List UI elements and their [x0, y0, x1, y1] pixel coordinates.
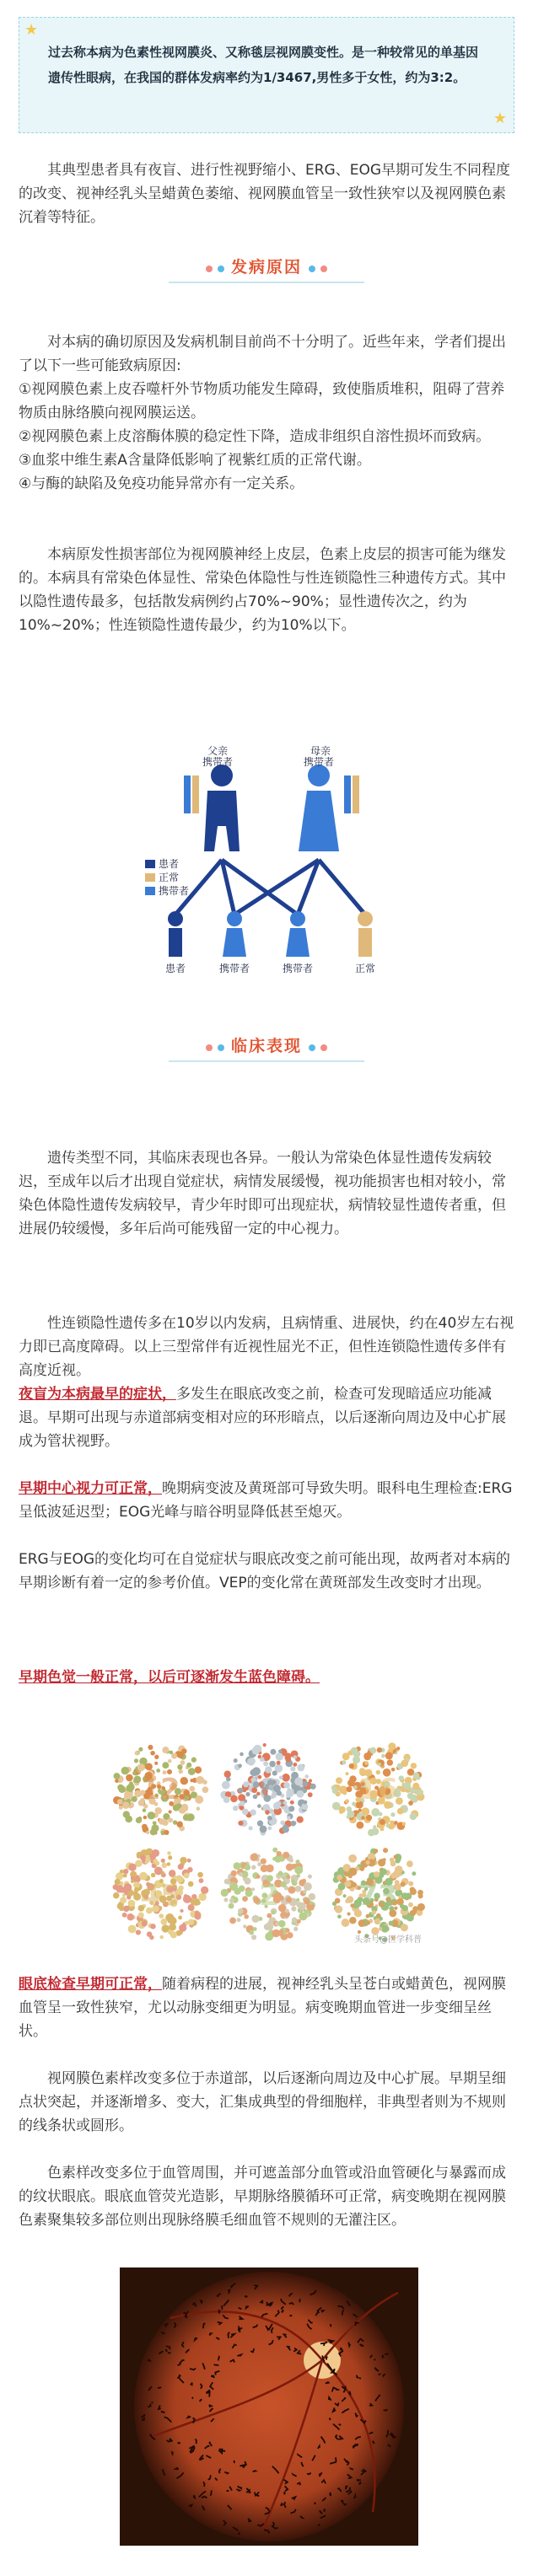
- pedigree-lines: [175, 860, 365, 915]
- color-plates-figure: [108, 1736, 430, 1947]
- dot-icon: [320, 1044, 327, 1051]
- plate-number: 45: [140, 1879, 180, 1913]
- highlight-text: 早期中心视力可正常，: [19, 1480, 162, 1497]
- section-header: [0, 1033, 533, 1064]
- child-label: 患者: [165, 963, 186, 974]
- plate-number: 73: [358, 1879, 398, 1913]
- child-figure: [223, 911, 246, 957]
- body-text: 多发生在眼底改变之前，检查可发现暗适应功能减退。早期可出现与赤道部病变相对应的环形暗点，以后逐渐向周边及中心扩展成为管状视野。: [19, 1386, 506, 1450]
- color-plate: [332, 1848, 425, 1942]
- mother-role-label: 携带者: [304, 756, 335, 768]
- legend-label: 正常: [159, 872, 180, 883]
- paragraph: [19, 1666, 516, 1689]
- child-label: 携带者: [219, 963, 250, 974]
- paragraph: 色素样改变多位于血管周围，并可遮盖部分血管或沿血管硬化与暴露而成的纹状眼底。眼底血管荧光造影，早期脉络膜循环可正常，病变晚期在视网膜色素聚集较多部位则出现脉络膜毛细血管不规则的无灌注区。: [19, 2165, 506, 2229]
- list-item: ④与酶的缺陷及免疫功能异常亦有一定关系。: [19, 475, 304, 492]
- section-title: 临床表现: [230, 1037, 302, 1055]
- list-item: ③血浆中维生素A含量降低影响了视紫红质的正常代谢。: [19, 452, 371, 469]
- highlight-text: 早期色觉一般正常，以后可逐渐发生蓝色障碍。: [19, 1669, 320, 1686]
- legend-label: 携带者: [159, 885, 190, 897]
- plate-number: 8: [259, 1773, 279, 1806]
- father-role-label: 携带者: [202, 756, 234, 768]
- color-plate: [113, 1849, 209, 1940]
- legend: [145, 857, 189, 897]
- section-header: [0, 255, 533, 285]
- dot-icon: [309, 1044, 315, 1051]
- reason-list: [19, 378, 516, 496]
- child-label: 正常: [355, 963, 376, 974]
- intro-text: 过去称本病为色素性视网膜炎、又称毯层视网膜变性。是一种较常见的单基因遗传性眼病，在我国的群体发病率约为1/3467,男性多于女性，约为3:2。: [48, 45, 479, 85]
- fundus-photo: [120, 2267, 418, 2546]
- color-plate: [220, 1743, 315, 1836]
- section-title: 发病原因: [230, 258, 302, 276]
- list-item: ②视网膜色素上皮溶酶体膜的稳定性下降，造成非组织自溶性损坏而致病。: [19, 428, 491, 445]
- dot-icon: [320, 266, 327, 272]
- highlight-text: 眼底检查早期可正常，: [19, 1976, 162, 1993]
- father-label: 父亲: [207, 745, 229, 757]
- child-figure: [168, 911, 183, 957]
- dot-icon: [218, 1044, 224, 1051]
- mother-label: 母亲: [310, 745, 331, 757]
- dot-icon: [206, 266, 213, 272]
- list-item: ①视网膜色素上皮吞噬杆外节物质功能发生障碍，致使脂质堆积，阻碍了营养物质由脉络膜向视网膜运送。: [19, 381, 505, 421]
- child-figure: [286, 911, 310, 957]
- paragraph: ERG与EOG的变化均可在自觉症状与眼底改变之前可能出现，故两者对本病的早期诊断有着一定的参考价值。VEP的变化常在黄斑部发生改变时才出现。: [19, 1551, 511, 1591]
- watermark: 头条号@医学科普: [354, 1935, 422, 1945]
- color-plate: [113, 1745, 208, 1835]
- mother-figure: [299, 765, 359, 851]
- body-text: 随着病程的进展，视神经乳头呈苍白或蜡黄色，视网膜血管呈一致性狭窄，尤以动脉变细更为明显。病变晚期血管进一步变细呈丝状。: [19, 1976, 506, 2040]
- star-icon: ★: [24, 21, 39, 39]
- legend-label: 患者: [159, 858, 180, 870]
- plate-number: 16: [358, 1773, 398, 1806]
- body-text: 晚期病变波及黄斑部可导致失明。眼科电生理检查:ERG呈低波延迟型；EOG光峰与暗谷明显降低甚至熄灭。: [19, 1480, 513, 1521]
- star-icon: ★: [493, 110, 507, 127]
- paragraph: [19, 1972, 516, 2043]
- plate-number: 2: [259, 1879, 279, 1913]
- dot-icon: [309, 266, 315, 272]
- divider: [169, 1060, 364, 1062]
- dot-icon: [218, 266, 224, 272]
- paragraph: 其典型患者具有夜盲、进行性视野缩小、ERG、EOG早期可发生不同程度的改变、视神经乳头呈蜡黄色萎缩、视网膜血管呈一致性狭窄以及视网膜色素沉着等特征。: [19, 162, 511, 226]
- pedigree-figure: [142, 733, 398, 978]
- color-plate: [331, 1742, 425, 1836]
- paragraph: 性连锁隐性遗传多在10岁以内发病，且病情重、进展快，约在40岁左右视力即已高度障碍。以上三型常伴有近视性屈光不正，但性连锁隐性遗传多伴有高度近视。: [19, 1315, 514, 1379]
- father-figure: [184, 765, 240, 851]
- paragraph: 本病原发性损害部位为视网膜神经上皮层，色素上皮层的损害可能为继发的。本病具有常染色体显性、常染色体隐性与性连锁隐性三种遗传方式。其中以隐性遗传最多，包括散发病例约占70%~90%；显性遗传次之，约为10%~20%；性连锁隐性遗传最少，约为10%以下。: [19, 546, 506, 634]
- paragraph: 遗传类型不同，其临床表现也各异。一般认为常染色体显性遗传发病较迟，至成年以后才出现自觉症状，病情发展缓慢，视功能损害也相对较小，常染色体隐性遗传发病较早，青少年时即可出现症状，病情较显性遗传者重，但进展仍较缓慢，多年后尚可能残留一定的中心视力。: [19, 1150, 506, 1237]
- paragraph: 对本病的确切原因及发病机制目前尚不十分明了。近些年来，学者们提出了以下一些可能致病原因:: [19, 334, 506, 374]
- divider: [169, 282, 364, 283]
- plate-number: 12: [140, 1773, 180, 1806]
- highlight-text: 夜盲为本病最早的症状，: [19, 1386, 176, 1403]
- color-plate: [221, 1848, 316, 1941]
- paragraph: [19, 1477, 516, 1524]
- intro-box: [19, 17, 514, 133]
- child-figure: [358, 911, 373, 957]
- dot-icon: [206, 1044, 213, 1051]
- paragraph: 视网膜色素样改变多位于赤道部，以后逐渐向周边及中心扩展。早期呈细点状突起，并逐渐增多、变大，汇集成典型的骨细胞样，非典型者则为不规则的线条状或圆形。: [19, 2070, 506, 2134]
- paragraph: [19, 1382, 516, 1453]
- child-label: 携带者: [283, 963, 314, 974]
